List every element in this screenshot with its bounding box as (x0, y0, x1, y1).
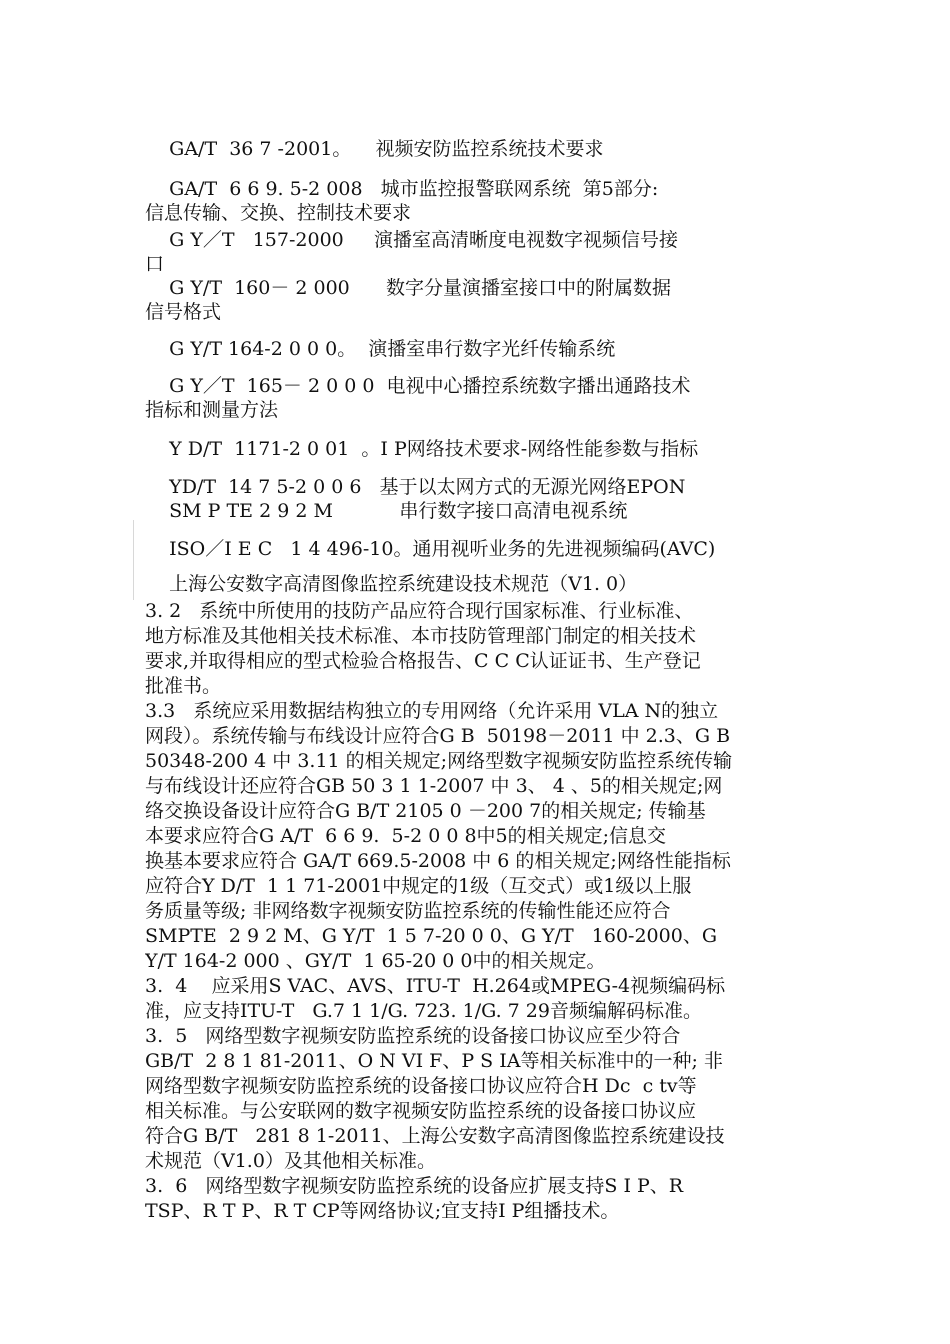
text-line: G Y/T 164-2 0 0 0。 演播室串行数字光纤传输系统 (145, 338, 616, 360)
text-line: 术规范（V1.0）及其他相关标准。 (145, 1150, 436, 1172)
text-line: SM P TE 2 9 2 M 串行数字接口高清电视系统 (145, 500, 628, 522)
text-line: 上海公安数字高清图像监控系统建设技术规范（V1. 0） (145, 573, 638, 595)
text-line: 3. 6 网络型数字视频安防监控系统的设备应扩展支持S I P、R (145, 1175, 684, 1197)
text-line: YD/T 14 7 5-2 0 0 6 基于以太网方式的无源光网络EPON (145, 476, 686, 498)
text-line: G Y/T 160－ 2 000 数字分量演播室接口中的附属数据 (145, 277, 672, 299)
text-line: 信息传输、交换、控制技术要求 (145, 202, 412, 224)
text-line: 要求,并取得相应的型式检验合格报告、C C C认证证书、生产登记 (145, 650, 701, 672)
text-line: 与布线设计还应符合GB 50 3 1 1-2007 中 3、 4 、5的相关规定;网 (145, 775, 723, 797)
text-line: G Y／T 157-2000 演播室高清晰度电视数字视频信号接 (145, 229, 678, 251)
text-line: SMPTE 2 9 2 M、G Y/T 1 5 7-20 0 0、G Y/T 160-2000、G (145, 925, 717, 947)
margin-marker (133, 520, 134, 600)
text-line: 指标和测量方法 (145, 399, 279, 421)
text-line: 批准书。 (145, 675, 222, 697)
text-line: 50348-200 4 中 3.11 的相关规定;网络型数字视频安防监控系统传输 (145, 750, 733, 772)
text-line: 3. 5 网络型数字视频安防监控系统的设备接口协议应至少符合 (145, 1025, 681, 1047)
text-line: 网络型数字视频安防监控系统的设备接口协议应符合H Dc c tv等 (145, 1075, 697, 1097)
text-line: GA/T 36 7 -2001。 视频安防监控系统技术要求 (145, 138, 604, 160)
text-line: 务质量等级; 非网络数字视频安防监控系统的传输性能还应符合 (145, 900, 671, 922)
text-line: ISO／I E C 1 4 496-10。通用视听业务的先进视频编码(AVC) (145, 538, 716, 560)
text-line: GA/T 6 6 9. 5-2 008 城市监控报警联网系统 第5部分: (145, 178, 659, 200)
text-line: Y D/T 1171-2 0 01 。I P网络技术要求-网络性能参数与指标 (145, 438, 699, 460)
text-line: 符合G B/T 281 8 1-2011、上海公安数字高清图像监控系统建设技 (145, 1125, 725, 1147)
text-line: GB/T 2 8 1 81-2011、O N VI F、P S IA等相关标准中的一种; 非 (145, 1050, 723, 1072)
text-line: 3. 2 系统中所使用的技防产品应符合现行国家标准、行业标准、 (145, 600, 694, 622)
text-line: 应符合Y D/T 1 1 71-2001中规定的1级（互交式）或1级以上服 (145, 875, 692, 897)
text-line: 地方标准及其他相关技术标准、本市技防管理部门制定的相关技术 (145, 625, 697, 647)
text-line: TSP、R T P、R T CP等网络协议;宜支持I P组播技术。 (145, 1200, 620, 1222)
text-line: 换基本要求应符合 GA/T 669.5-2008 中 6 的相关规定;网络性能指标 (145, 850, 731, 872)
text-line: 本要求应符合G A/T 6 6 9. 5-2 0 0 8中5的相关规定;信息交 (145, 825, 667, 847)
text-line: G Y／T 165－ 2 0 0 0 电视中心播控系统数字播出通路技术 (145, 375, 691, 397)
text-line: 3.3 系统应采用数据结构独立的专用网络（允许采用 VLA N的独立 (145, 700, 719, 722)
text-line: 准，应支持ITU-T G.7 1 1/G. 723. 1/G. 7 29音频编解码标准。 (145, 1000, 702, 1022)
text-line: 相关标准。与公安联网的数字视频安防监控系统的设备接口协议应 (145, 1100, 697, 1122)
text-line: 信号格式 (145, 301, 222, 323)
text-line: Y/T 164-2 000 、GY/T 1 65-20 0 0中的相关规定。 (145, 950, 606, 972)
text-line: 3. 4 应采用S VAC、AVS、ITU-T H.264或MPEG-4视频编码标 (145, 975, 726, 997)
text-line: 口 (145, 253, 165, 275)
text-line: 络交换设备设计应符合G B/T 2105 0 －200 7的相关规定; 传输基 (145, 800, 706, 822)
text-line: 网段）。系统传输与布线设计应符合G B 50198－2011 中 2.3、G B (145, 725, 731, 747)
